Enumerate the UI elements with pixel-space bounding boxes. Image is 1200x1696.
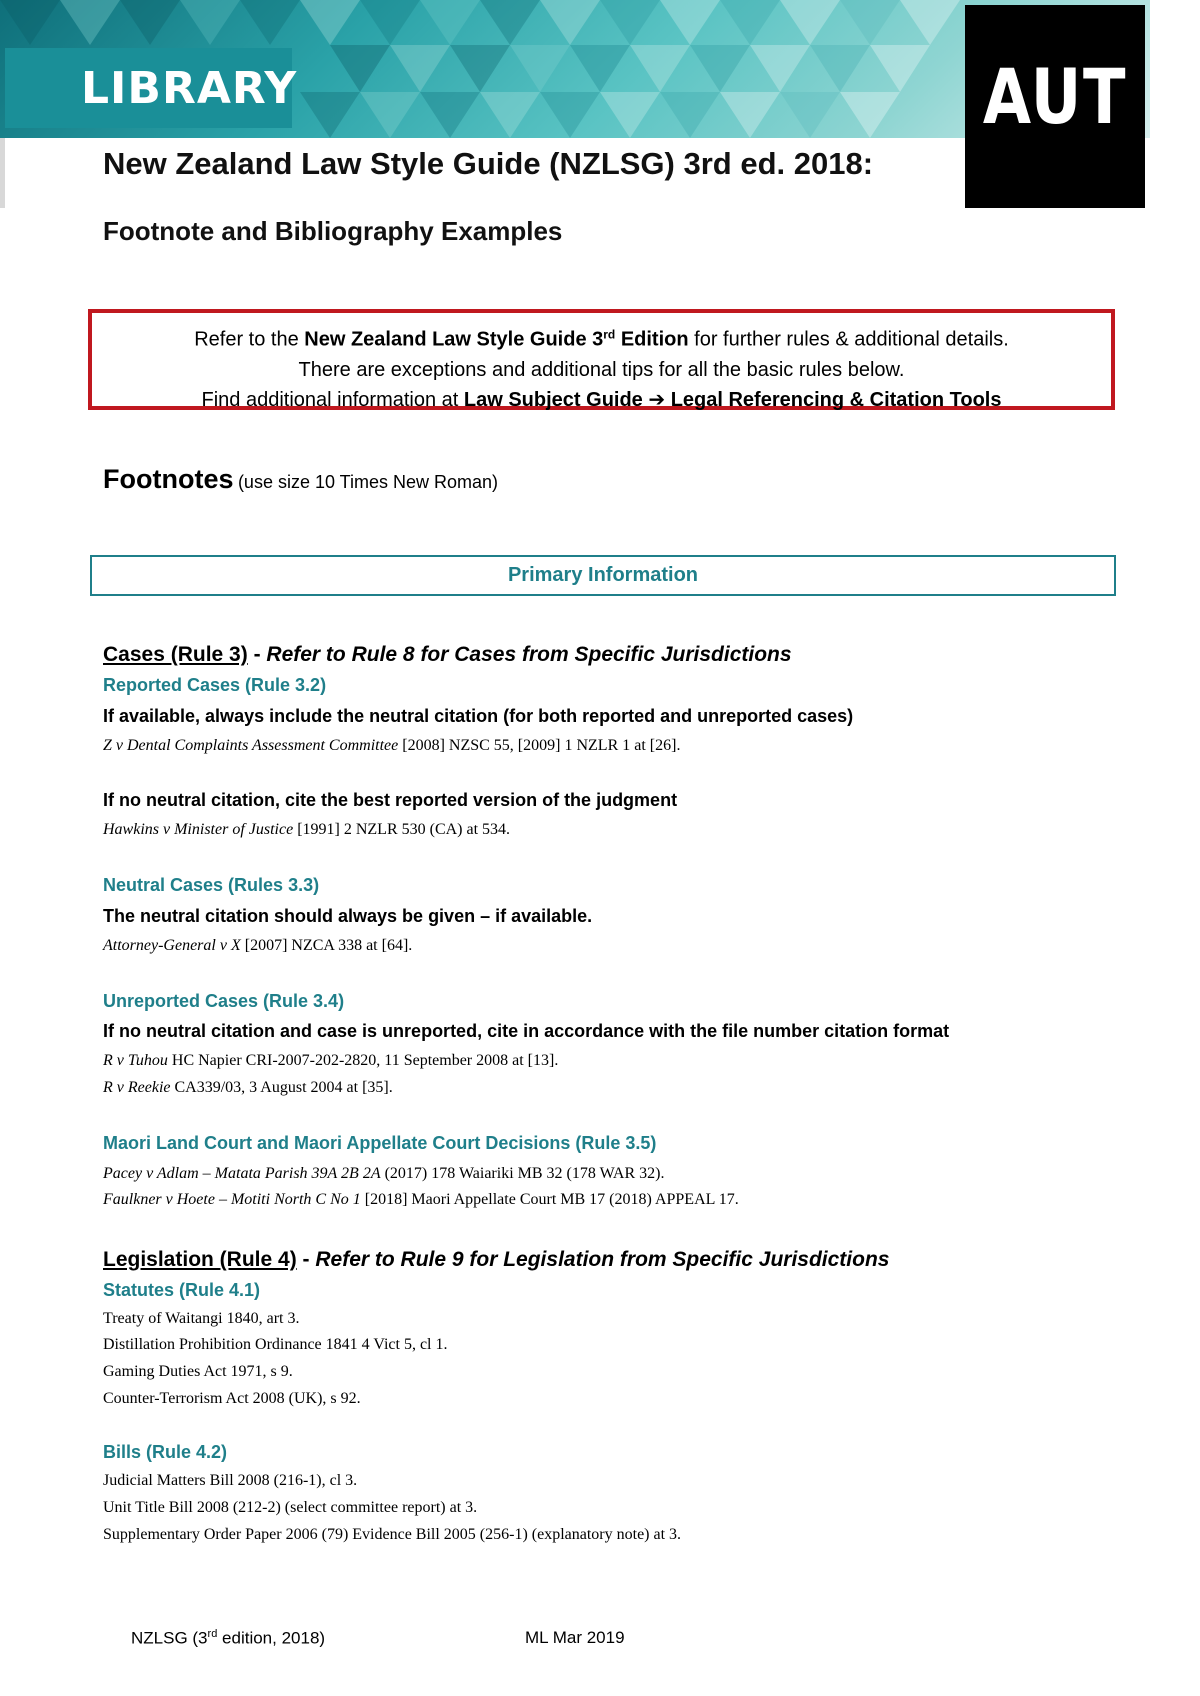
unreported-example-2 [103,1079,393,1097]
statute-item: Gaming Duties Act 1971, s 9. [103,1363,293,1380]
bill-item: Unit Title Bill 2008 (212-2) (select committee report) at 3. [103,1499,478,1516]
legislation-heading [103,1248,889,1272]
library-label: LIBRARY [81,62,298,114]
arrow-right-icon: ➔ [648,388,666,411]
reported-rule-1: If available, always include the neutral citation (for both reported and unreported cases) [103,706,854,726]
maori-example-1 [103,1165,664,1183]
footer-author-date: ML Mar 2019 [525,1628,625,1647]
law-subject-guide-link[interactable]: Law Subject Guide [463,388,649,411]
reported-cases-heading: Reported Cases (Rule 3.2) [103,675,327,695]
aut-logo [965,5,1145,208]
case-name: Pacey v Adlam – Matata Parish 39A 2B 2A [103,1165,381,1182]
cases-heading [103,643,792,667]
unreported-example-1 [103,1052,558,1070]
page-subtitle: Footnote and Bibliography Examples [103,216,563,246]
neutral-example [103,937,412,955]
case-name: Faulkner v Hoete – Motiti North C No 1 [103,1191,361,1208]
edition-text: Edition [615,328,689,351]
legislation-heading-note: Refer to Rule 9 for Legislation from Specific Jurisdictions [315,1248,890,1271]
notice-box [88,309,1115,410]
neutral-rule: The neutral citation should always be given – if available. [103,906,593,926]
maori-example-2 [103,1191,739,1209]
page-title: New Zealand Law Style Guide (NZLSG) 3rd ed. 2018: [103,146,874,181]
citation: [2018] Maori Appellate Court MB 17 (2018) APPEAL 17. [360,1191,739,1208]
citation: [2007] NZCA 338 at [64]. [240,937,413,954]
separator: - [296,1248,316,1271]
superscript: rd [207,1628,218,1640]
case-name: Hawkins v Minister of Justice [103,821,294,838]
statute-item: Distillation Prohibition Ordinance 1841 4 Vict 5, cl 1. [103,1336,448,1353]
notice-line-3 [92,385,1111,415]
footer-edition [131,1628,325,1649]
citation: [2008] NZSC 55, [2009] 1 NZLR 1 at [26]. [398,737,681,754]
margin-strip [0,138,5,208]
unreported-rule: If no neutral citation and case is unreported, cite in accordance with the file number citation format [103,1021,950,1041]
maori-court-heading: Maori Land Court and Maori Appellate Court Decisions (Rule 3.5) [103,1133,657,1153]
footer-text: edition, 2018) [217,1628,326,1648]
case-name: Z v Dental Complaints Assessment Committee [103,737,399,754]
reported-rule-2: If no neutral citation, cite the best reported version of the judgment [103,790,678,810]
footnotes-heading [103,464,498,495]
footer-text: NZLSG (3 [131,1628,208,1648]
citation: HC Napier CRI-2007-202-2820, 11 September 2008 at [13]. [167,1052,559,1069]
citation: (2017) 178 Waiariki MB 32 (178 WAR 32). [380,1165,665,1182]
notice-text: Find additional information at [201,388,464,411]
case-name: Attorney-General v X [103,937,241,954]
notice-line-1 [92,319,1111,355]
legal-referencing-link[interactable]: Legal Referencing & Citation Tools [665,388,1002,411]
footnotes-title: Footnotes [103,464,234,494]
case-name: R v Reekie [103,1079,171,1096]
reported-example-2 [103,821,510,839]
reported-example-1 [103,737,680,755]
primary-information-box: Primary Information [90,555,1116,596]
statute-item: Treaty of Waitangi 1840, art 3. [103,1310,300,1327]
notice-line-2: There are exceptions and additional tips for all the basic rules below. [298,358,905,381]
footnotes-note: (use size 10 Times New Roman) [237,472,499,492]
bill-item: Judicial Matters Bill 2008 (216-1), cl 3. [103,1472,358,1489]
case-name: R v Tuhou [103,1052,168,1069]
legislation-heading-title: Legislation (Rule 4) [103,1248,297,1271]
cases-heading-title: Cases (Rule 3) [103,643,248,666]
statute-item: Counter-Terrorism Act 2008 (UK), s 92. [103,1390,361,1407]
superscript: rd [603,327,616,341]
aut-logo-text: AUT [982,52,1128,141]
cases-heading-note: Refer to Rule 8 for Cases from Specific Jurisdictions [266,643,792,666]
separator: - [247,643,267,666]
citation: CA339/03, 3 August 2004 at [35]. [170,1079,393,1096]
guide-name: New Zealand Law Style Guide 3 [304,328,604,351]
neutral-cases-heading: Neutral Cases (Rules 3.3) [103,875,320,895]
bills-heading: Bills (Rule 4.2) [103,1442,228,1462]
library-label-box [5,48,298,128]
unreported-cases-heading: Unreported Cases (Rule 3.4) [103,991,345,1011]
notice-text: for further rules & additional details. [688,328,1009,351]
bill-item: Supplementary Order Paper 2006 (79) Evidence Bill 2005 (256-1) (explanatory note) at 3. [103,1526,682,1543]
citation: [1991] 2 NZLR 530 (CA) at 534. [293,821,511,838]
notice-text: Refer to the [194,328,305,351]
statutes-heading: Statutes (Rule 4.1) [103,1280,261,1300]
